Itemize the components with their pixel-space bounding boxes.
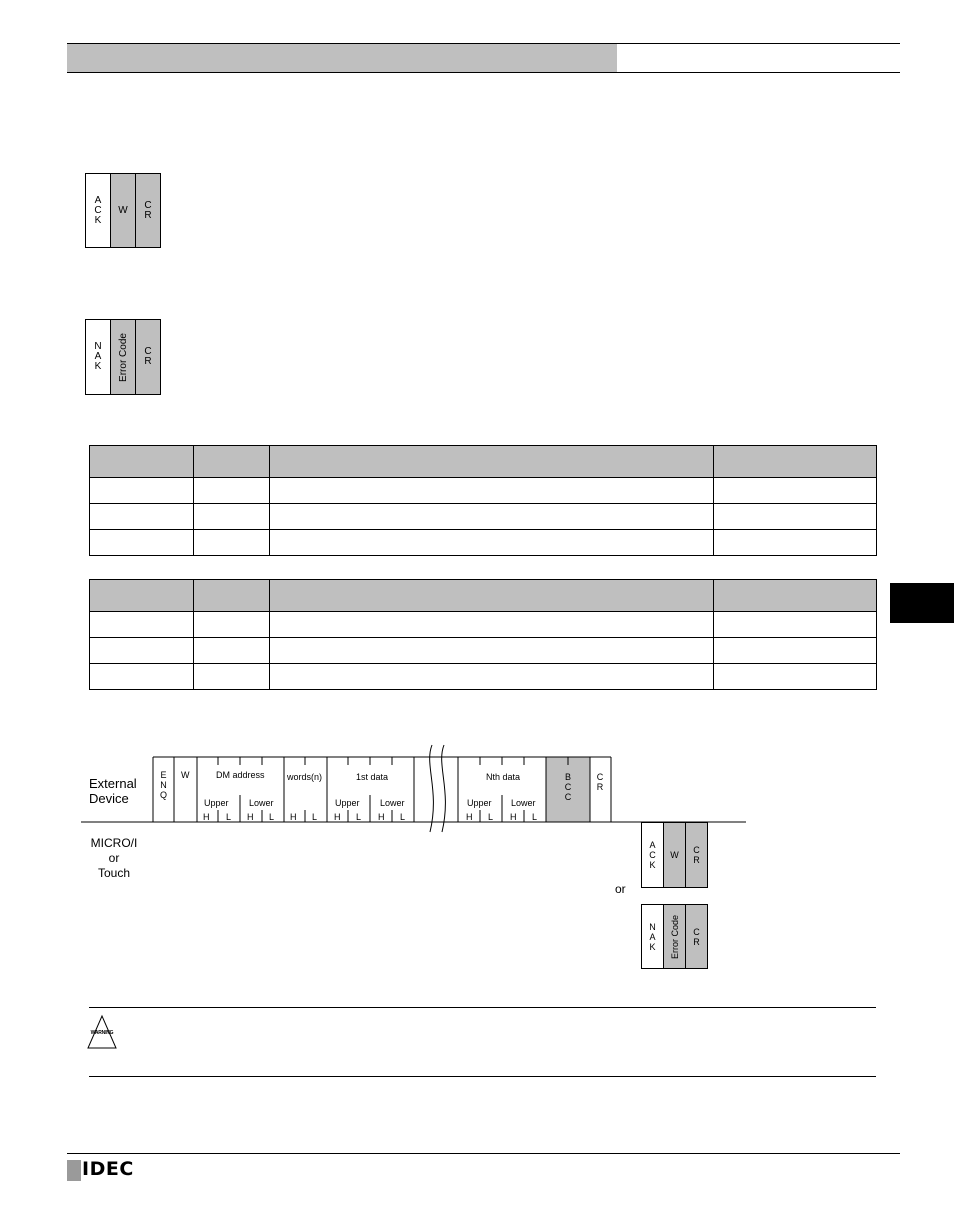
first-data-label: 1st data xyxy=(356,772,389,782)
l-label: L xyxy=(312,812,318,822)
nak-char: K xyxy=(94,361,102,372)
label-line: MICRO/I xyxy=(90,836,138,850)
cr-char: C xyxy=(693,926,700,937)
cr-char: C xyxy=(693,845,700,855)
nak-cell xyxy=(642,905,664,968)
dm-address-label: DM address xyxy=(216,770,265,780)
break-line-right xyxy=(442,745,446,832)
seq-nak-frame xyxy=(641,904,708,969)
label-char: N xyxy=(160,780,167,790)
error-code-cell xyxy=(664,905,686,968)
upper-label: Upper xyxy=(335,798,360,808)
footer-rule xyxy=(67,1153,900,1154)
nak-char: N xyxy=(649,921,656,932)
nth-data-label: Nth data xyxy=(486,772,521,782)
label-line: Device xyxy=(89,791,129,806)
warning-icon-label: WARNING xyxy=(90,1030,114,1036)
ack-char: A xyxy=(94,194,102,206)
ack-char: C xyxy=(649,850,656,860)
enq-label xyxy=(160,770,167,800)
l-label: L xyxy=(226,812,232,822)
l-label: L xyxy=(269,812,275,822)
ack-char: A xyxy=(649,840,656,850)
h-label: H xyxy=(466,812,473,822)
label-line: External xyxy=(89,776,137,791)
upper-label: Upper xyxy=(467,798,492,808)
nak-char: A xyxy=(649,931,656,942)
cr-cell xyxy=(686,905,707,968)
label-char: R xyxy=(596,782,604,792)
w-cell xyxy=(664,823,686,887)
warning-bottom-rule xyxy=(89,1076,876,1077)
break-line-left xyxy=(430,745,434,832)
cr-char: R xyxy=(693,936,700,947)
error-code-label: Error Code xyxy=(669,914,680,959)
l-label: L xyxy=(400,812,406,822)
l-label: L xyxy=(356,812,362,822)
label-char: C xyxy=(564,782,572,792)
nak-char: A xyxy=(94,351,102,362)
cr-char: R xyxy=(693,855,700,865)
seq-ack-frame xyxy=(641,822,708,888)
bcc-label xyxy=(564,772,572,802)
nak-char: N xyxy=(94,341,102,352)
w-label: W xyxy=(670,850,679,860)
cr-char: C xyxy=(144,346,152,357)
ack-cell xyxy=(642,823,664,887)
upper-label: Upper xyxy=(204,798,229,808)
lower-label: Lower xyxy=(511,798,536,808)
w-label: W xyxy=(118,205,128,216)
ack-char: C xyxy=(94,204,102,216)
external-device-label xyxy=(89,776,137,806)
nak-char: K xyxy=(649,941,656,952)
h-label: H xyxy=(334,812,341,822)
l-label: L xyxy=(532,812,538,822)
label-line: or xyxy=(108,851,120,865)
h-label: H xyxy=(510,812,517,822)
h-label: H xyxy=(203,812,210,822)
cr-char: R xyxy=(144,356,152,367)
or-label: or xyxy=(615,882,626,896)
warning-top-rule xyxy=(89,1007,876,1008)
micro-label xyxy=(89,836,139,881)
words-label: words(n) xyxy=(287,772,323,782)
label-char: C xyxy=(596,772,604,782)
label-char: E xyxy=(160,770,167,780)
label-char: C xyxy=(564,792,572,802)
cr-char: C xyxy=(144,199,152,211)
l-label: L xyxy=(488,812,494,822)
lower-label: Lower xyxy=(380,798,405,808)
label-char: B xyxy=(564,772,571,782)
ack-char: K xyxy=(649,860,656,870)
h-label: H xyxy=(378,812,385,822)
label-char: Q xyxy=(160,790,168,800)
cr-cell xyxy=(686,823,707,887)
lower-label: Lower xyxy=(249,798,274,808)
cr-char: R xyxy=(144,209,152,221)
w-label: W xyxy=(181,770,190,780)
h-label: H xyxy=(290,812,297,822)
logo-mark xyxy=(67,1160,81,1181)
ack-char: K xyxy=(94,214,102,226)
h-label: H xyxy=(247,812,254,822)
error-code-label: Error Code xyxy=(117,332,129,382)
label-line: Touch xyxy=(97,866,131,880)
idec-logo: IDEC xyxy=(82,1158,134,1180)
cr-label xyxy=(596,772,604,792)
